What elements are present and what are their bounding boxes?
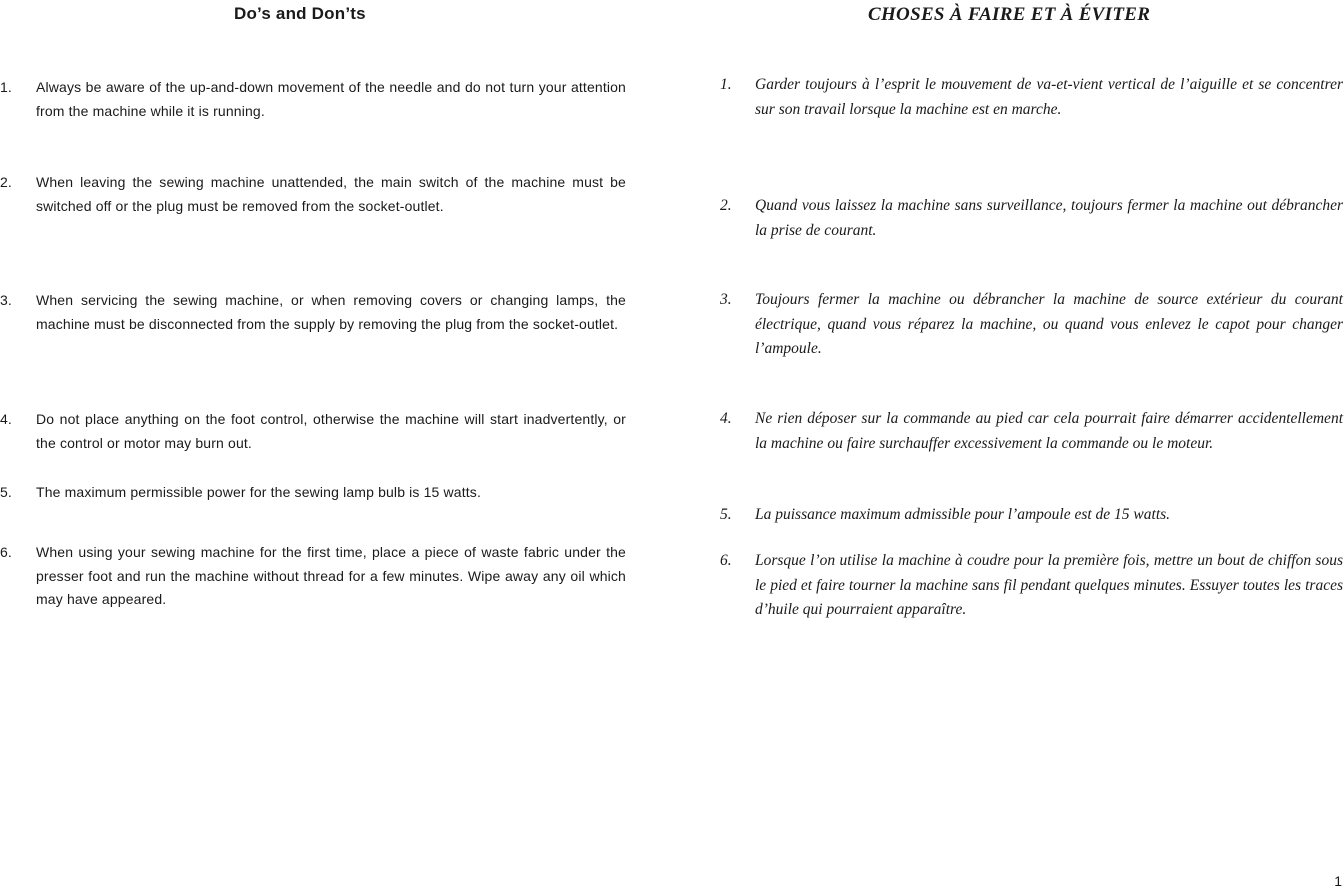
item-number: 2. [720,197,732,214]
item-number: 6. [0,544,12,560]
english-item-5 [0,481,626,505]
item-text: When using your sewing machine for the first time, place a piece of waste fabric under the presser foot and run the machine without thread for a few minutes. Wipe away any oil which may have appeared. [36,544,626,607]
item-number: 3. [720,291,732,308]
item-text: Ne rien déposer sur la commande au pied car cela pourrait faire démarrer accidentellement la machine ou faire surchauffer excessivement la commande ou le moteur. [755,410,1343,452]
french-item-2 [720,194,1343,243]
french-item-4 [720,407,1343,456]
french-item-3 [720,288,1343,362]
item-number: 1. [720,76,732,93]
item-number: 4. [0,411,12,427]
item-number: 3. [0,292,12,308]
english-item-4 [0,408,626,455]
item-number: 5. [0,484,12,500]
english-item-3 [0,289,626,336]
french-item-5 [720,503,1343,528]
english-item-2 [0,171,626,218]
item-text: The maximum permissible power for the sewing lamp bulb is 15 watts. [36,484,481,500]
item-text: When servicing the sewing machine, or when removing covers or changing lamps, the machine must be disconnected from the supply by removing the plug from the socket-outlet. [36,292,626,332]
item-text: Quand vous laissez la machine sans surveillance, toujours fermer la machine out débrancher la prise de courant. [755,197,1343,239]
item-text: La puissance maximum admissible pour l’ampoule est de 15 watts. [755,506,1171,523]
item-text: Garder toujours à l’esprit le mouvement de va-et-vient vertical de l’aiguille et se concentrer sur son travail lorsque la machine est en marche. [755,76,1343,118]
item-text: Lorsque l’on utilise la machine à coudre pour la première fois, mettre un bout de chiffon sous le pied et faire tourner la machine sans fil pendant quelques minutes. Essuyer toutes les traces d’huile qui pourraient apparaître. [755,552,1343,618]
item-text: Toujours fermer la machine ou débrancher la machine de source extérieur du courant électrique, quand vous réparez la machine, ou quand vous enlevez le capot pour changer l’ampoule. [755,291,1343,357]
item-number: 1. [0,79,12,95]
english-title: Do’s and Don’ts [234,4,366,23]
item-text: When leaving the sewing machine unattended, the main switch of the machine must be switched off or the plug must be removed from the socket-outlet. [36,174,626,214]
item-number: 4. [720,410,732,427]
english-item-1 [0,76,626,123]
french-item-1 [720,73,1343,122]
item-text: Always be aware of the up-and-down movement of the needle and do not turn your attention from the machine while it is running. [36,79,626,119]
item-number: 2. [0,174,12,190]
english-item-6 [0,541,626,612]
item-number: 6. [720,552,732,569]
french-title: CHOSES À FAIRE ET À ÉVITER [868,4,1151,25]
french-item-6 [720,549,1343,623]
page-number: 1 [1334,873,1342,889]
item-text: Do not place anything on the foot control, otherwise the machine will start inadvertently, or the control or motor may burn out. [36,411,626,451]
item-number: 5. [720,506,732,523]
